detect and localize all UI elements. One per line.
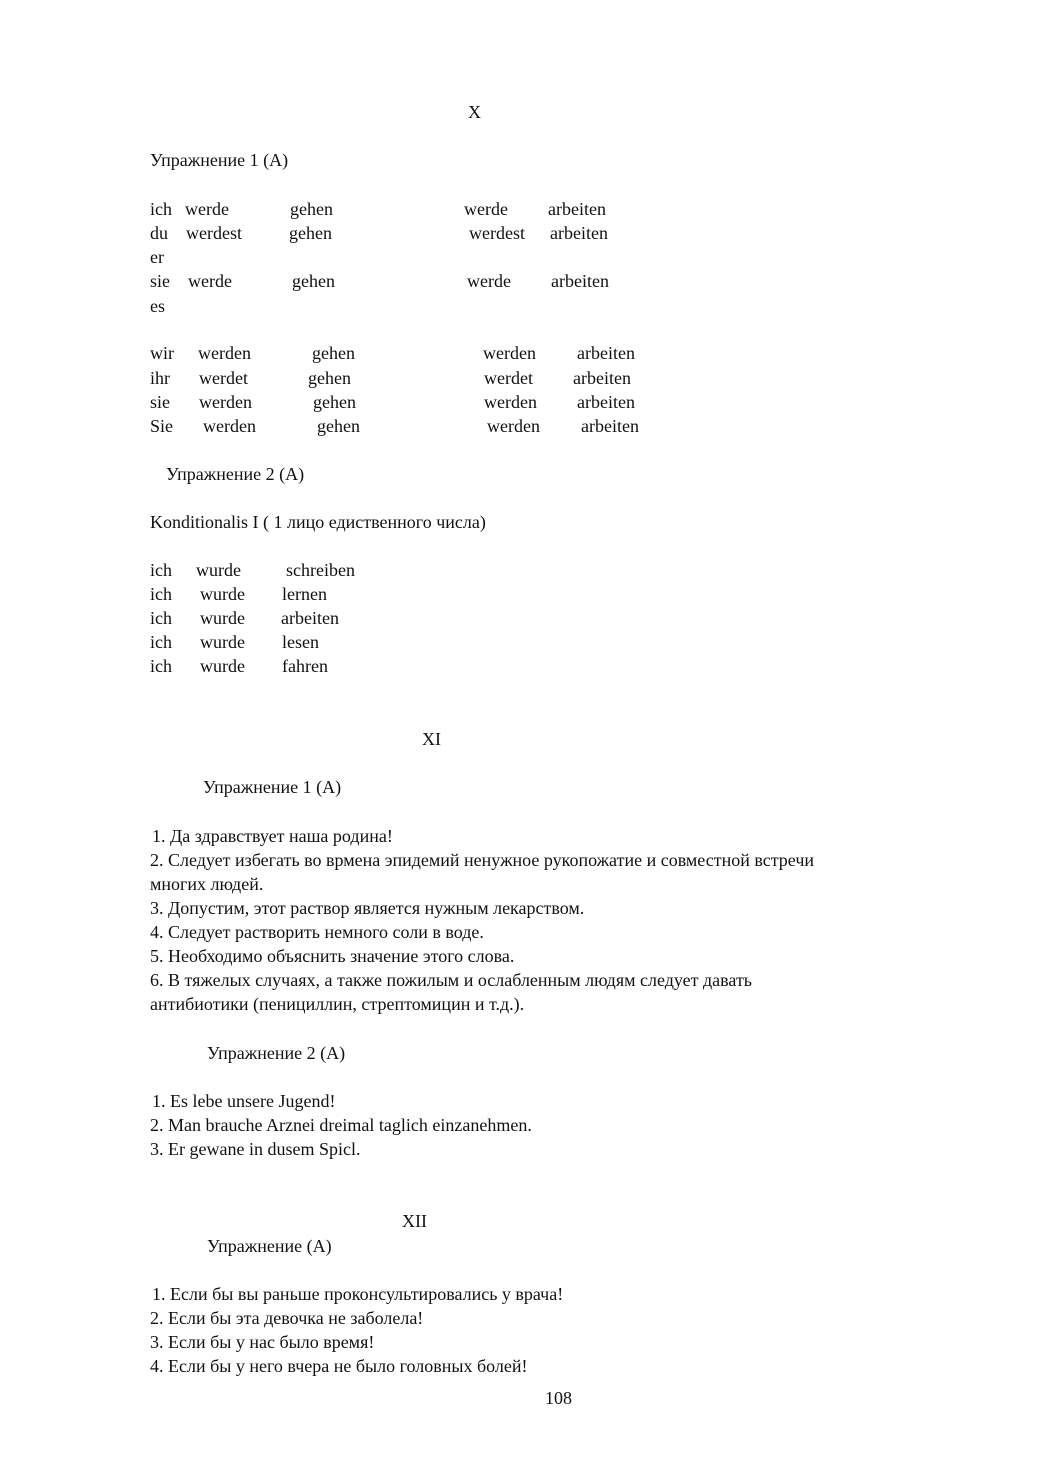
kond-pronoun: ich [150,560,172,580]
conj-verb-2: arbeiten [573,368,631,388]
conj-verb: gehen [313,392,356,412]
section-xi-exercise-1-title: Упражнение 1 (А) [203,777,342,797]
section-x-heading: X [468,102,481,122]
kond-verb: lernen [282,584,327,604]
kond-verb: lesen [282,632,319,652]
conj-verb-2: arbeiten [577,343,635,363]
list-item: 3. Если бы у нас было время! [150,1332,375,1352]
conj-pronoun: sie [150,271,170,291]
conj-aux: werdet [199,368,248,388]
conj-aux-2: werden [487,416,540,436]
list-item: 2. Man brauche Arznei dreimal taglich einzanehmen. [150,1115,532,1135]
kond-aux: wurde [200,608,245,628]
conj-verb: gehen [308,368,351,388]
kond-verb: schreiben [286,560,355,580]
list-item: многих людей. [150,874,264,894]
conj-aux: werde [185,199,229,219]
conj-aux: werdest [186,223,242,243]
kond-aux: wurde [200,656,245,676]
conj-aux: werden [203,416,256,436]
list-item: 1. Если бы вы раньше проконсультировались у врача! [152,1284,564,1304]
conj-verb: gehen [292,271,335,291]
section-xii-heading: XII [402,1211,427,1231]
kond-verb: fahren [282,656,328,676]
conj-verb: gehen [289,223,332,243]
conj-pronoun: Sie [150,416,174,436]
conj-aux: werde [188,271,232,291]
kond-pronoun: ich [150,632,172,652]
conj-verb-2: arbeiten [577,392,635,412]
conj-pronoun: ich [150,199,172,219]
conj-aux: werden [199,392,252,412]
conj-aux-2: werdest [469,223,525,243]
section-x-exercise-1-title: Упражнение 1 (А) [150,150,289,170]
section-xi-exercise-2-title: Упражнение 2 (А) [207,1043,346,1063]
conj-pronoun: ihr [150,368,170,388]
conj-verb-2: arbeiten [548,199,606,219]
kond-aux: wurde [200,632,245,652]
conj-pronoun: er [150,247,164,267]
kond-aux: wurde [200,584,245,604]
kond-aux: wurde [196,560,241,580]
conj-aux-2: werden [483,343,536,363]
conj-verb: gehen [317,416,360,436]
conj-aux-2: werde [464,199,508,219]
list-item: 6. В тяжелых случаях, а также пожилым и ослабленным людям следует давать [150,970,753,990]
konditionalis-title: Konditionalis I ( 1 лицо едиственного числа) [150,512,486,532]
page-number: 108 [545,1388,572,1408]
list-item: 5. Необходимо объяснить значение этого слова. [150,946,515,966]
conj-verb-2: arbeiten [551,271,609,291]
conj-verb-2: arbeiten [550,223,608,243]
kond-verb: arbeiten [281,608,339,628]
conj-aux: werden [198,343,251,363]
list-item: 2. Если бы эта девочка не заболела! [150,1308,424,1328]
list-item: 4. Если бы у него вчера не было головных болей! [150,1356,528,1376]
section-xi-heading: XI [422,729,441,749]
section-x-exercise-2-title: Упражнение 2 (А) [166,464,305,484]
conj-aux-2: werdet [484,368,533,388]
list-item: 3. Допустим, этот раствор является нужным лекарством. [150,898,585,918]
list-item: антибиотики (пенициллин, стрептомицин и т.д.). [150,994,525,1014]
conj-verb: gehen [312,343,355,363]
list-item: 1. Да здравствует наша родина! [152,826,393,846]
conj-pronoun: du [150,223,168,243]
kond-pronoun: ich [150,656,172,676]
conj-verb: gehen [290,199,333,219]
section-xii-exercise-title: Упражнение (А) [207,1236,332,1256]
conj-verb-2: arbeiten [581,416,639,436]
list-item: 4. Следует растворить немного соли в воде. [150,922,484,942]
conj-pronoun: sie [150,392,170,412]
list-item: 1. Es lebe unsere Jugend! [152,1091,336,1111]
conj-aux-2: werden [484,392,537,412]
kond-pronoun: ich [150,608,172,628]
conj-pronoun: wir [150,343,174,363]
list-item: 3. Er gewane in dusem Spicl. [150,1139,361,1159]
list-item: 2. Следует избегать во врмена эпидемий ненужное рукопожатие и совместной встречи [150,850,815,870]
conj-aux-2: werde [467,271,511,291]
conj-pronoun: es [150,296,165,316]
kond-pronoun: ich [150,584,172,604]
